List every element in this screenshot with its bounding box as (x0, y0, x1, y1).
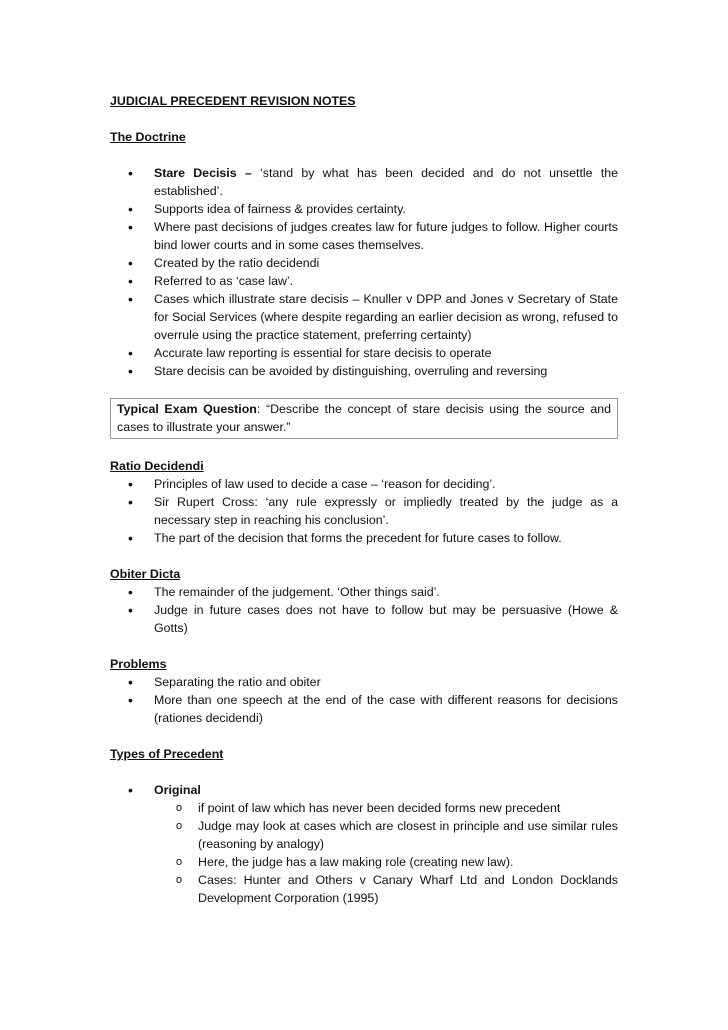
sub-list-item: o Here, the judge has a law making role (creating new law). (198, 853, 618, 871)
types-bullet-list (110, 781, 618, 907)
doctrine-bullet-list (110, 164, 618, 380)
list-item: • Supports idea of fairness & provides certainty. (154, 200, 618, 218)
section-problems (110, 655, 618, 727)
exam-question-box (110, 398, 618, 439)
list-item-text: ‘stand by what has been decided and do not unsettle the established’. (154, 166, 618, 198)
sub-list-item: o Cases: Hunter and Others v Canary Wharf Ltd and London Docklands Development Corporation (1995) (198, 871, 618, 907)
section-types-of-precedent (110, 745, 618, 907)
exam-question-label: Typical Exam Question (117, 402, 257, 416)
sub-list-item: o if point of law which has never been decided forms new precedent (198, 799, 618, 817)
list-item: • Accurate law reporting is essential for stare decisis to operate (154, 344, 618, 362)
section-obiter-dicta (110, 565, 618, 637)
section-heading-problems: Problems (110, 657, 167, 671)
exam-question-text: : “Describe the concept of stare decisis using the source and cases to illustrate your answer.” (117, 402, 611, 434)
section-ratio-decidendi (110, 457, 618, 547)
list-item: • Principles of law used to decide a case – ‘reason for deciding’. (154, 475, 618, 493)
document-page (110, 92, 618, 925)
list-item: • Judge in future cases does not have to follow but may be persuasive (Howe & Gotts) (154, 601, 618, 637)
list-item: • Cases which illustrate stare decisis – Knuller v DPP and Jones v Secretary of State for Social Services (where despite regarding an earlier decision as wrong, refused to overrule using the practice statement, preferring certainty) (154, 290, 618, 344)
original-label: Original (154, 783, 201, 797)
list-item (154, 164, 618, 200)
section-heading-doctrine: The Doctrine (110, 130, 186, 144)
ratio-bullet-list (110, 475, 618, 547)
section-heading-types: Types of Precedent (110, 747, 224, 761)
list-item: • Created by the ratio decidendi (154, 254, 618, 272)
sub-list-item: o Judge may look at cases which are closest in principle and use similar rules (reasoning by analogy) (198, 817, 618, 853)
list-item: • Sir Rupert Cross: ‘any rule expressly or impliedly treated by the judge as a necessary step in reaching his conclusion’. (154, 493, 618, 529)
list-item: • The remainder of the judgement. ‘Other things said’. (154, 583, 618, 601)
list-item: • More than one speech at the end of the case with different reasons for decisions (rationes decidendi) (154, 691, 618, 727)
list-item: • Separating the ratio and obiter (154, 673, 618, 691)
list-item: • Referred to as ‘case law’. (154, 272, 618, 290)
list-item: • The part of the decision that forms the precedent for future cases to follow. (154, 529, 618, 547)
list-item (154, 781, 618, 907)
term-stare-decisis: Stare Decisis – (154, 166, 261, 180)
section-doctrine (110, 128, 618, 380)
list-item: • Stare decisis can be avoided by distinguishing, overruling and reversing (154, 362, 618, 380)
list-item: • Where past decisions of judges creates law for future judges to follow. Higher courts bind lower courts and in some cases themselves. (154, 218, 618, 254)
obiter-bullet-list (110, 583, 618, 637)
document-title: JUDICIAL PRECEDENT REVISION NOTES (110, 94, 356, 108)
section-heading-ratio: Ratio Decidendi (110, 459, 204, 473)
section-heading-obiter: Obiter Dicta (110, 567, 181, 581)
original-sub-list (154, 799, 618, 907)
problems-bullet-list (110, 673, 618, 727)
